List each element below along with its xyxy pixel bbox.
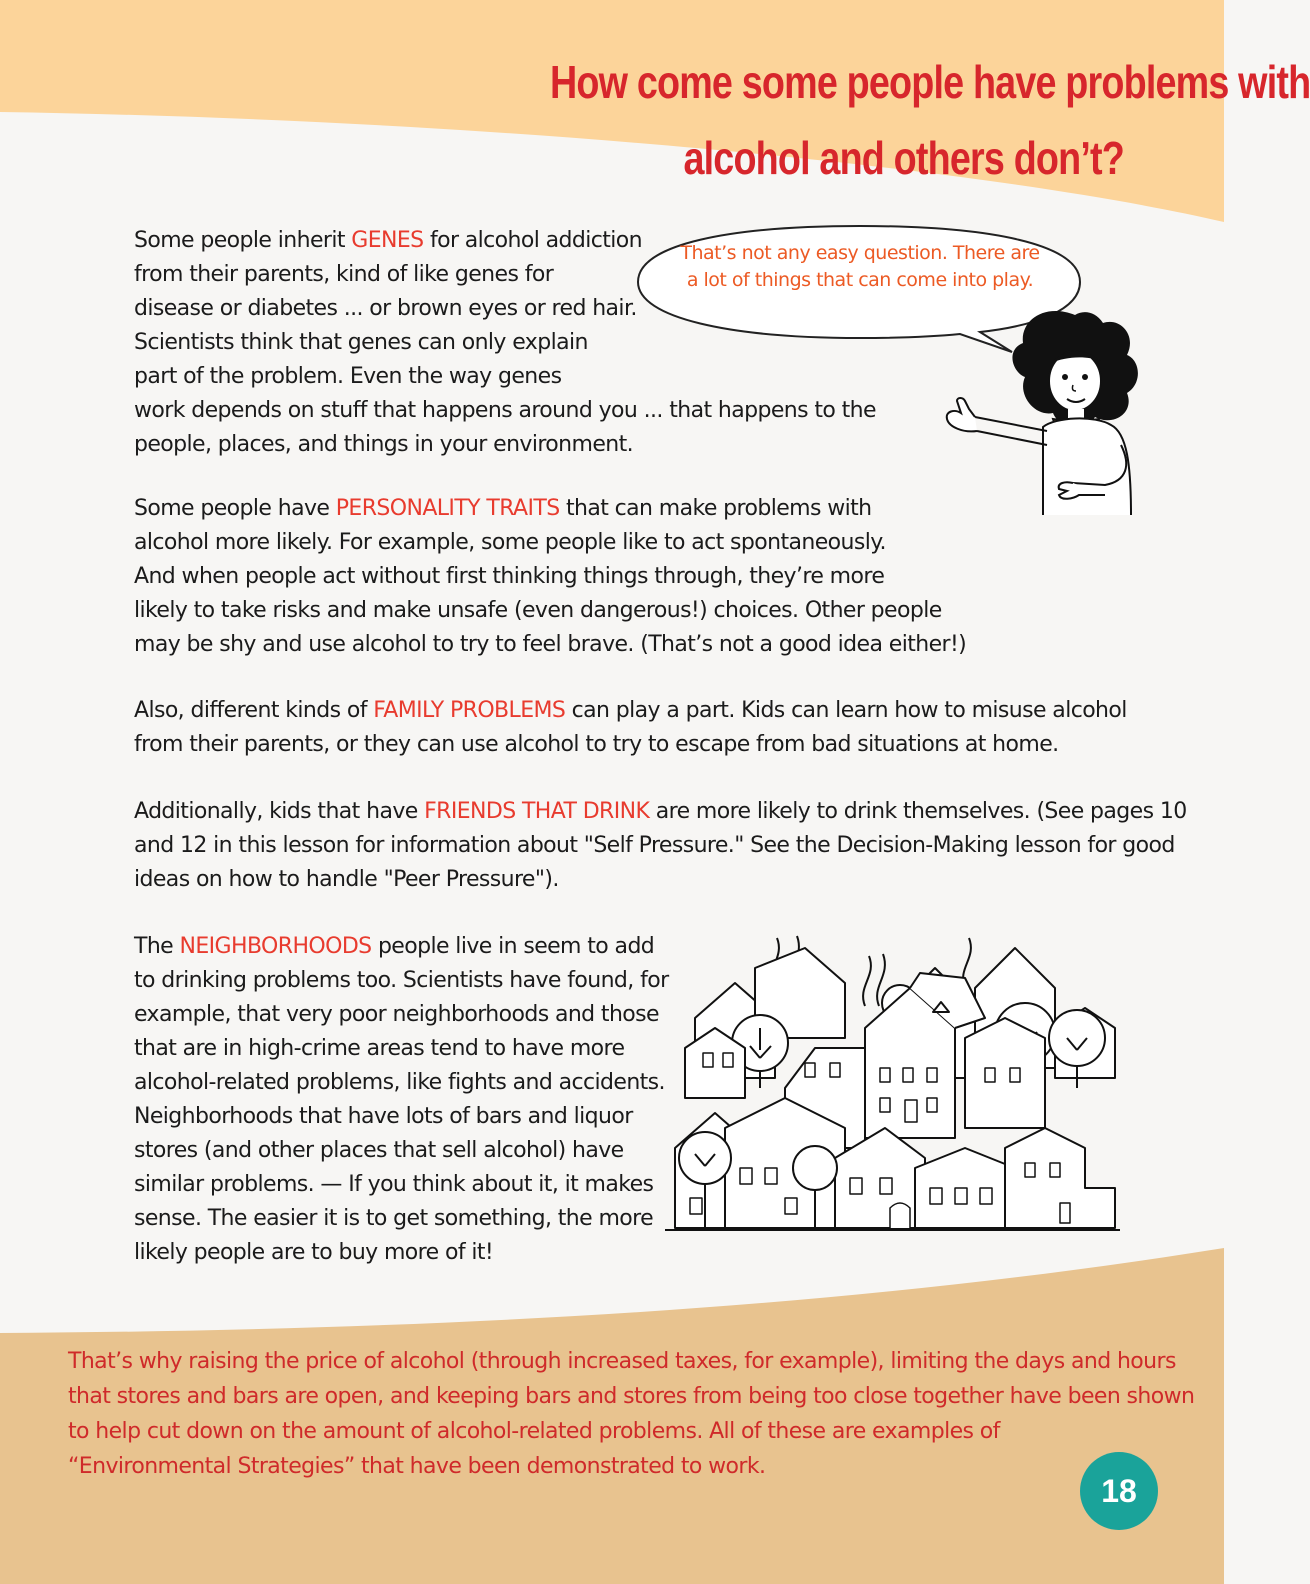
friends-text-1: Additionally, kids that have [134, 799, 425, 824]
genes-line-3: disease or diabetes ... or brown eyes or red hair. [134, 296, 637, 321]
paragraph-genes [134, 224, 876, 462]
personality-text-2: that can make problems with [559, 496, 872, 521]
environmental-strategies-text [68, 1344, 1194, 1484]
family-text-1: Also, different kinds of [134, 698, 374, 723]
neighborhoods-text-2: people live in seem to add [371, 934, 655, 959]
keyword-personality-traits: PERSONALITY TRAITS [335, 496, 560, 521]
neighborhoods-line-10: likely people are to buy more of it! [134, 1240, 494, 1265]
bottom-line-2: that stores and bars are open, and keeping bars and stores from being too close together have been shown [68, 1384, 1195, 1409]
keyword-friends-that-drink: FRIENDS THAT DRINK [424, 799, 650, 824]
bottom-line-3: to help cut down on the amount of alcohol-related problems. All of these are examples of [68, 1419, 1000, 1444]
bottom-line-1: That’s why raising the price of alcohol (through increased taxes, for example), limiting the days and hours [68, 1349, 1176, 1374]
neighborhoods-line-6: Neighborhoods that have lots of bars and liquor [134, 1104, 633, 1129]
paragraph-family [134, 694, 1127, 762]
friends-line-2: and 12 in this lesson for information about "Self Pressure." See the Decision-Making lesson for good [134, 833, 1175, 858]
neighborhoods-line-7: stores (and other places that sell alcohol) have [134, 1138, 624, 1163]
bottom-line-4: “Environmental Strategies” that have been demonstrated to work. [68, 1454, 766, 1479]
title-line-2: alcohol and others don’t? [683, 132, 1124, 184]
genes-text-2: for alcohol addiction [423, 228, 643, 253]
genes-line-2: from their parents, kind of like genes for [134, 262, 554, 287]
personality-line-3: And when people act without first thinking things through, they’re more [134, 564, 885, 589]
paragraph-personality [134, 492, 966, 662]
keyword-family-problems: FAMILY PROBLEMS [373, 698, 566, 723]
page-title [550, 44, 1310, 196]
bubble-line-1: That’s not any easy question. There are [680, 242, 1040, 264]
personality-text-1: Some people have [134, 496, 336, 521]
neighborhoods-line-8: similar problems. — If you think about it, it makes [134, 1172, 654, 1197]
friends-text-2: are more likely to drink themselves. (See pages 10 [649, 799, 1187, 824]
paragraph-neighborhoods [134, 930, 669, 1270]
neighborhoods-line-9: sense. The easier it is to get something, the more [134, 1206, 654, 1231]
genes-text-1: Some people inherit [134, 228, 352, 253]
paragraph-friends [134, 795, 1187, 897]
keyword-genes: GENES [351, 228, 424, 253]
neighborhoods-line-2: to drinking problems too. Scientists have found, for [134, 968, 669, 993]
genes-line-4: Scientists think that genes can only explain [134, 330, 588, 355]
keyword-neighborhoods: NEIGHBORHOODS [179, 934, 372, 959]
genes-line-6: work depends on stuff that happens around you ... that happens to the [134, 398, 876, 423]
personality-line-4: likely to take risks and make unsafe (even dangerous!) choices. Other people [134, 598, 942, 623]
page-number-badge: 18 [1080, 1452, 1158, 1530]
bubble-line-2: a lot of things that can come into play. [686, 269, 1034, 291]
neighborhoods-line-5: alcohol-related problems, like fights and accidents. [134, 1070, 665, 1095]
neighborhoods-line-3: example, that very poor neighborhoods and those [134, 1002, 659, 1027]
friends-line-3: ideas on how to handle "Peer Pressure"). [134, 867, 559, 892]
neighborhood-illustration [665, 928, 1120, 1240]
neighborhoods-line-4: that are in high-crime areas tend to have more [134, 1036, 625, 1061]
family-line-2: from their parents, or they can use alcohol to try to escape from bad situations at home. [134, 732, 1059, 757]
neighborhoods-text-1: The [134, 934, 180, 959]
family-text-2: can play a part. Kids can learn how to misuse alcohol [565, 698, 1127, 723]
personality-line-2: alcohol more likely. For example, some people like to act spontaneously. [134, 530, 886, 555]
woman-illustration [935, 305, 1145, 520]
personality-line-5: may be shy and use alcohol to try to feel brave. (That’s not a good idea either!) [134, 632, 967, 657]
genes-line-5: part of the problem. Even the way genes [134, 364, 562, 389]
title-line-1: How come some people have problems with [550, 56, 1310, 108]
genes-line-7: people, places, and things in your environment. [134, 432, 634, 457]
raised-hand [947, 398, 977, 431]
